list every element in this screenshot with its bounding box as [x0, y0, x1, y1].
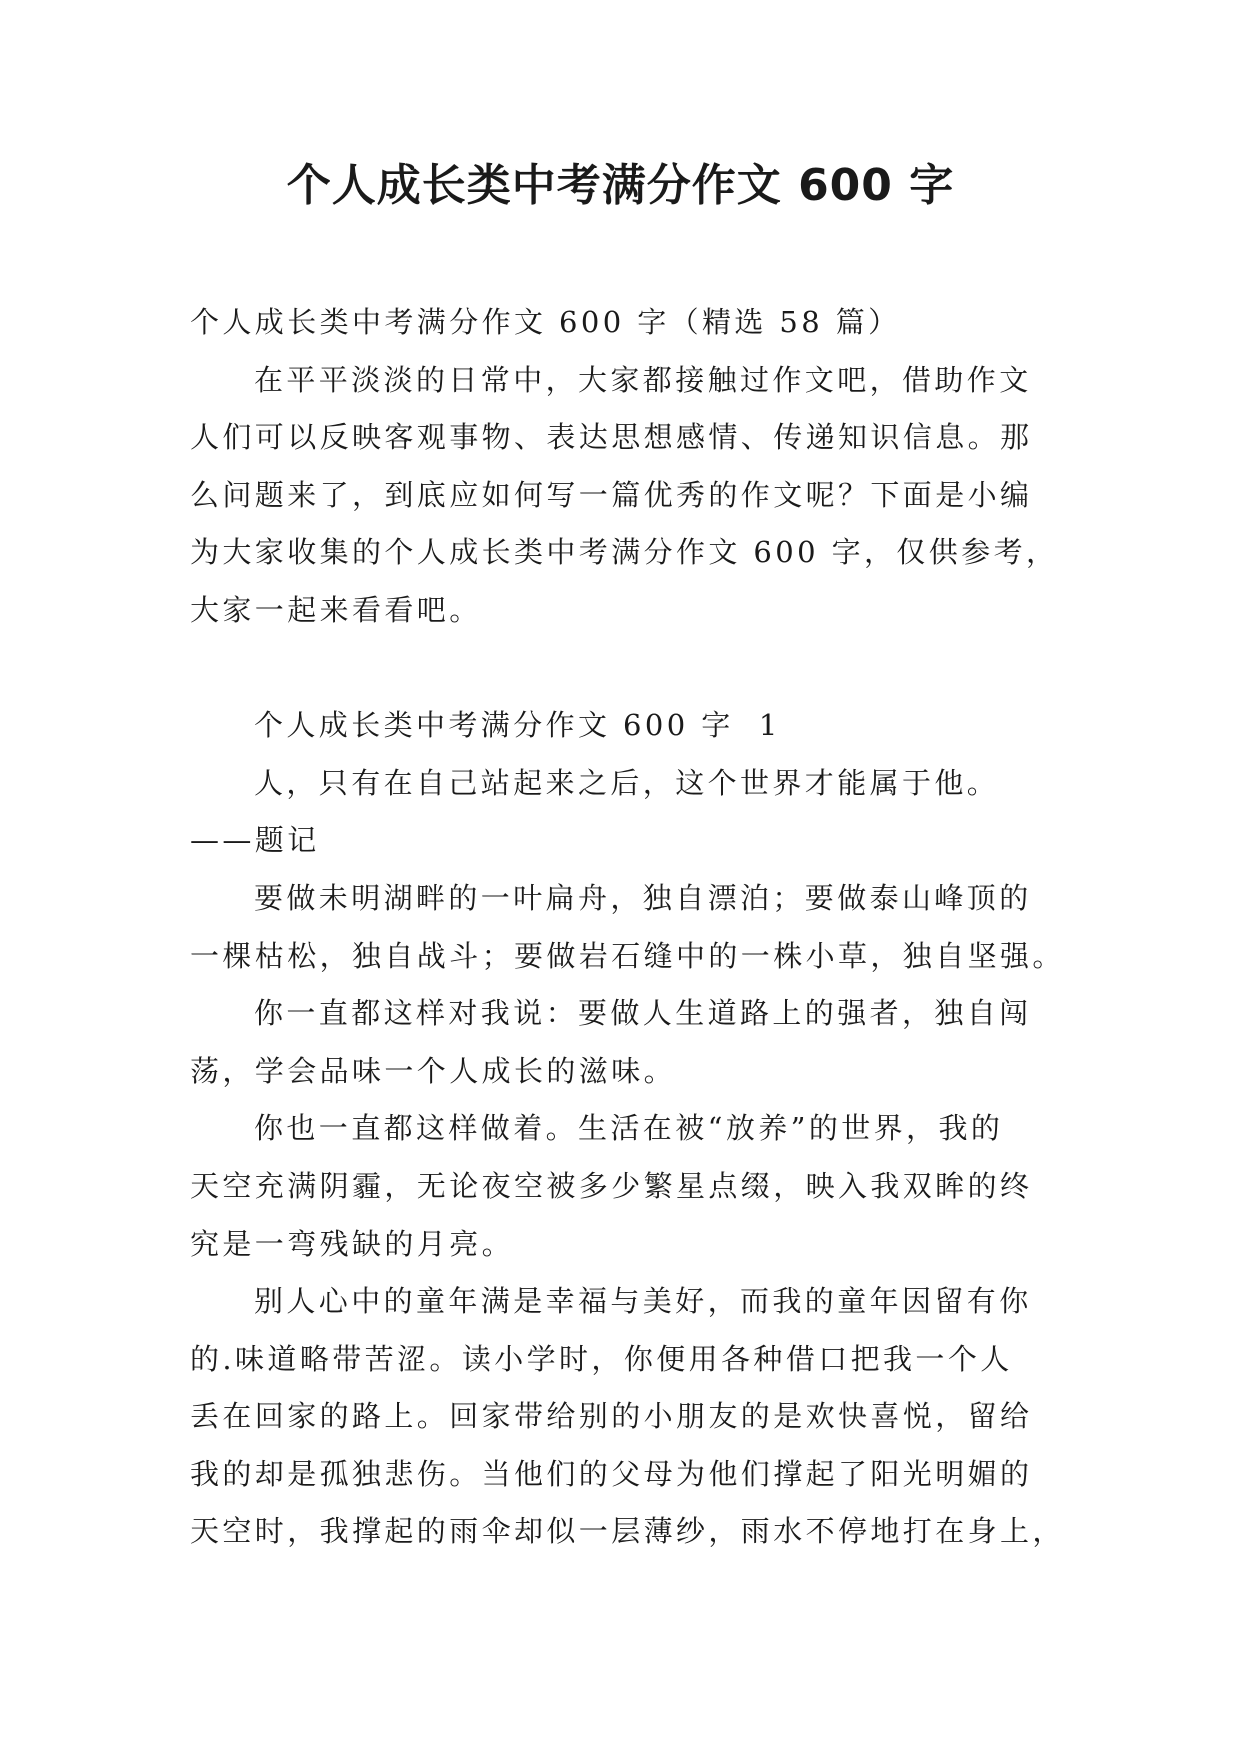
- text-line: 天空充满阴霾，无论夜空被多少繁星点缀，映入我双眸的终: [190, 1168, 1033, 1203]
- text-line: 么问题来了，到底应如何写一篇优秀的作文呢？下面是小编: [190, 477, 1033, 512]
- body-paragraph: [190, 1273, 1065, 1561]
- epigraph-paragraph: [190, 755, 1060, 870]
- text-line: 我的却是孤独悲伤。当他们的父母为他们撑起了阳光明媚的: [190, 1456, 1033, 1491]
- essay-heading: 个人成长类中考满分作文 600 字 1: [254, 708, 781, 743]
- paragraph-gap: [190, 640, 1060, 698]
- text-line: 为大家收集的个人成长类中考满分作文 600 字，仅供参考，: [190, 535, 1059, 570]
- body-paragraph: [190, 870, 1065, 985]
- text-line: 人们可以反映客观事物、表达思想感情、传递知识信息。那: [190, 420, 1033, 455]
- text-line: 一棵枯松，独自战斗；要做岩石缝中的一株小草，独自坚强。: [190, 938, 1065, 973]
- text-line: 究是一弯残缺的月亮。: [190, 1226, 515, 1261]
- text-line: 在平平淡淡的日常中，大家都接触过作文吧，借助作文: [254, 362, 1032, 397]
- text-line: 丢在回家的路上。回家带给别的小朋友的是欢快喜悦，留给: [190, 1399, 1033, 1434]
- subtitle-paragraph: [190, 294, 1060, 352]
- subtitle-line: 个人成长类中考满分作文 600 字（精选 58 篇）: [190, 305, 901, 339]
- text-line: 大家一起来看看吧。: [190, 592, 482, 627]
- text-line: 别人心中的童年满是幸福与美好，而我的童年因留有你: [254, 1284, 1032, 1319]
- text-line: 荡，学会品味一个人成长的滋味。: [190, 1053, 677, 1088]
- body-paragraph: [190, 985, 1060, 1100]
- essay-heading-paragraph: [190, 697, 1060, 755]
- body-paragraph: [190, 1100, 1060, 1273]
- text-line: 的.味道略带苦涩。读小学时，你便用各种借口把我一个人: [190, 1341, 1013, 1376]
- intro-paragraph: [190, 352, 1060, 640]
- text-line: 天空时，我撑起的雨伞却似一层薄纱，雨水不停地打在身上，: [190, 1514, 1065, 1549]
- text-line: 你一直都这样对我说：要做人生道路上的强者，独自闯: [254, 996, 1032, 1031]
- document-body: [190, 294, 1065, 1561]
- epigraph-quote: 人，只有在自己站起来之后，这个世界才能属于他。: [254, 765, 1000, 800]
- document-title: 个人成长类中考满分作文 600 字: [286, 160, 955, 211]
- text-line: 要做未明湖畔的一叶扁舟，独自漂泊；要做泰山峰顶的: [254, 880, 1032, 915]
- epigraph-attribution: ——题记: [190, 823, 320, 858]
- text-line: 你也一直都这样做着。生活在被“放养”的世界，我的: [254, 1111, 1004, 1146]
